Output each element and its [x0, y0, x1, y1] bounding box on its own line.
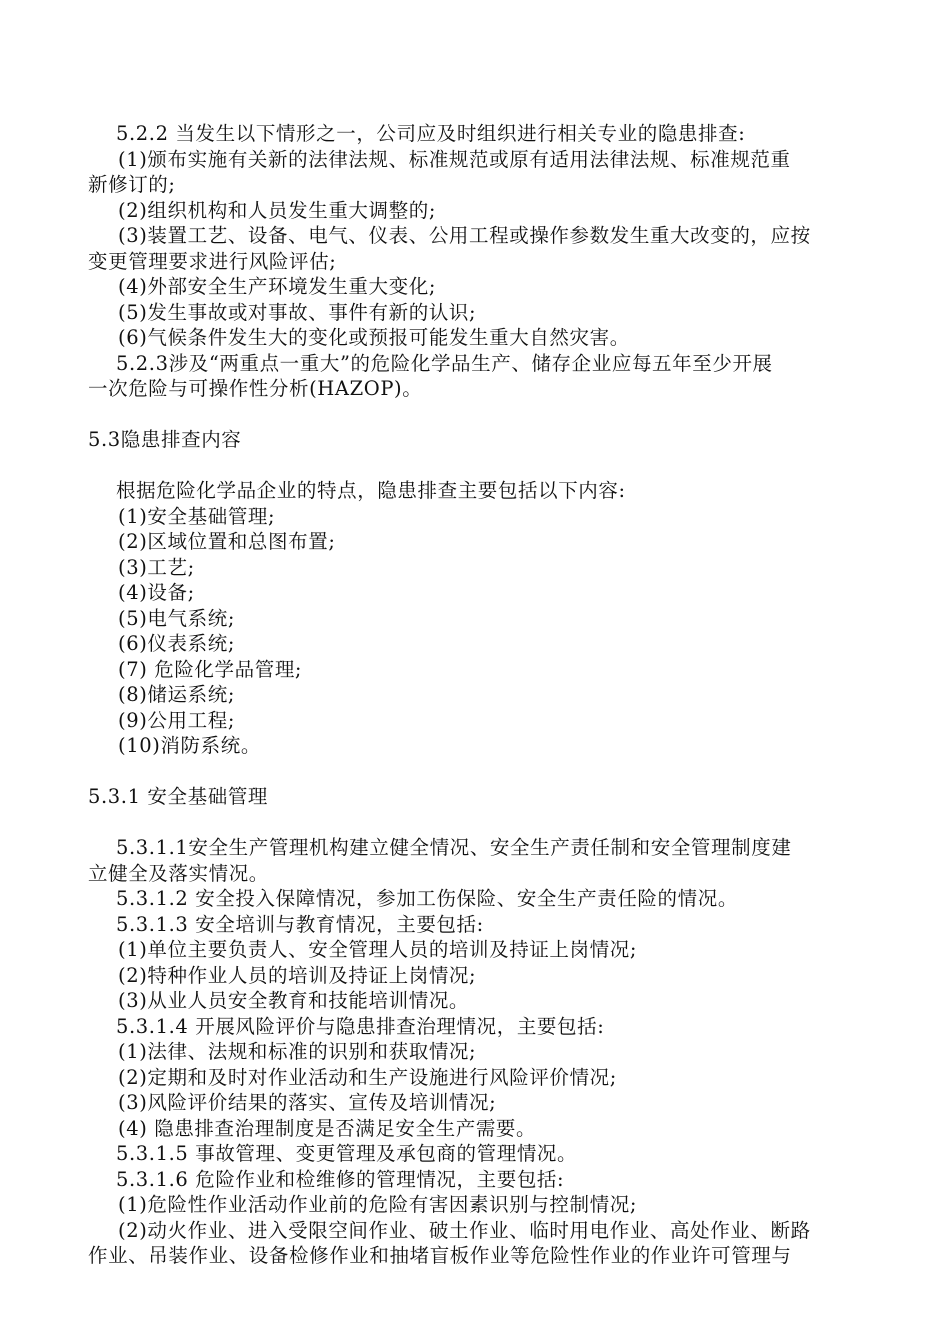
section-522-item-5: (5)发生事故或对事故、事件有新的认识;: [118, 300, 477, 324]
section-522-item-2: (2)组织机构和人员发生重大调整的;: [118, 198, 436, 222]
section-5315-para: 5.3.1.5 事故管理、变更管理及承包商的管理情况。: [116, 1142, 578, 1165]
section-522-intro: 5.2.2 当发生以下情形之一，公司应及时组织进行相关专业的隐患排查:: [116, 122, 746, 145]
document-page: [88, 121, 878, 1269]
section-53-item: (10)消防系统。: [118, 734, 261, 757]
section-53-item: (8)储运系统;: [118, 683, 235, 706]
section-53-item: (9)公用工程;: [118, 708, 235, 732]
section-5313-item: (1)单位主要负责人、安全管理人员的培训及持证上岗情况;: [118, 938, 637, 961]
section-5314-item: (1)法律、法规和标准的识别和获取情况;: [118, 1040, 477, 1063]
section-5313-item: (3)从业人员安全教育和技能培训情况。: [118, 989, 470, 1012]
section-522-item-3: (3)装置工艺、设备、电气、仪表、公用工程或操作参数发生重大改变的，应按: [118, 224, 811, 247]
section-522-item-3-cont: 变更管理要求进行风险评估;: [88, 249, 337, 273]
section-53-item: (6)仪表系统;: [118, 632, 235, 655]
section-53-item: (5)电气系统;: [118, 606, 235, 630]
section-53-item: (3)工艺;: [118, 555, 195, 579]
section-522-item-4: (4)外部安全生产环境发生重大变化;: [118, 275, 436, 298]
section-523-para-cont: 一次危险与可操作性分析(HAZOP)。: [88, 377, 423, 400]
section-5314-item: (3)风险评价结果的落实、宣传及培训情况;: [118, 1091, 497, 1114]
section-531-heading: 5.3.1 安全基础管理: [88, 785, 269, 808]
section-53-item: (7) 危险化学品管理;: [118, 657, 303, 681]
section-53-item: (4)设备;: [118, 581, 195, 604]
section-5313-para: 5.3.1.3 安全培训与教育情况，主要包括:: [116, 912, 484, 936]
section-5316-item-2-cont: 作业、吊装作业、设备检修作业和抽堵盲板作业等危险性作业的作业许可管理与: [88, 1244, 792, 1267]
section-5311-para: 5.3.1.1安全生产管理机构建立健全情况、安全生产责任制和安全管理制度建: [116, 836, 792, 859]
section-5312-para: 5.3.1.2 安全投入保障情况，参加工伤保险、安全生产责任险的情况。: [116, 887, 738, 910]
section-522-item-1: (1)颁布实施有关新的法律法规、标准规范或原有适用法律法规、标准规范重: [118, 147, 791, 171]
section-5314-para: 5.3.1.4 开展风险评价与隐患排查治理情况，主要包括:: [116, 1014, 605, 1038]
section-5316-item-2: (2)动火作业、进入受限空间作业、破土作业、临时用电作业、高处作业、断路: [118, 1218, 811, 1242]
section-5314-item: (2)定期和及时对作业活动和生产设施进行风险评价情况;: [118, 1065, 617, 1089]
section-5311-para-cont: 立健全及落实情况。: [88, 861, 269, 885]
section-53-heading: 5.3隐患排查内容: [88, 428, 242, 451]
section-5313-item: (2)特种作业人员的培训及持证上岗情况;: [118, 963, 477, 987]
section-5316-para: 5.3.1.6 危险作业和检维修的管理情况，主要包括:: [116, 1167, 565, 1191]
section-53-item: (2)区域位置和总图布置;: [118, 530, 336, 553]
section-522-item-1-cont: 新修订的;: [88, 173, 176, 196]
section-523-para: 5.2.3涉及“两重点一重大”的危险化学品生产、储存企业应每五年至少开展: [116, 351, 773, 375]
section-53-item: (1)安全基础管理;: [118, 504, 276, 528]
section-522-item-6: (6)气候条件发生大的变化或预报可能发生重大自然灾害。: [118, 326, 630, 349]
section-5314-item: (4) 隐患排查治理制度是否满足安全生产需要。: [118, 1116, 537, 1140]
section-53-intro: 根据危险化学品企业的特点，隐患排查主要包括以下内容:: [116, 479, 626, 502]
section-5316-item-1: (1)危险性作业活动作业前的危险有害因素识别与控制情况;: [118, 1193, 637, 1216]
